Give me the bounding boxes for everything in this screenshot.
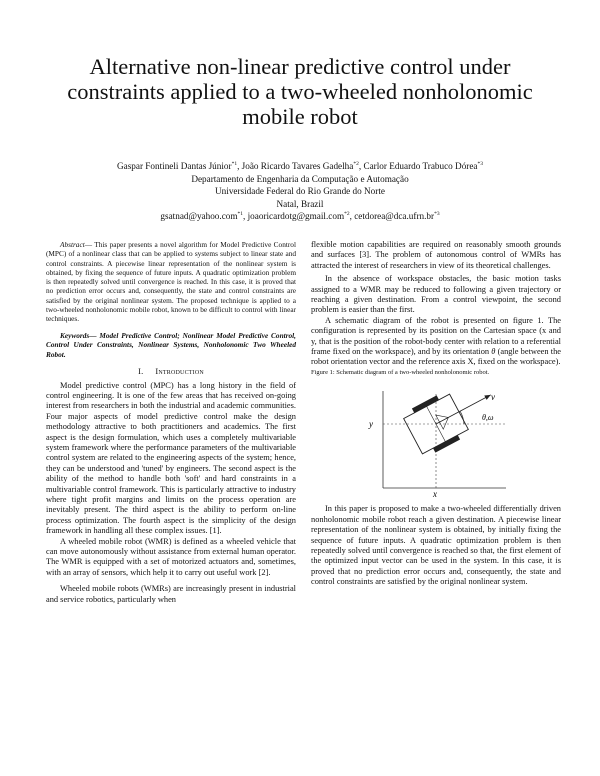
section-title: Introduction bbox=[155, 367, 204, 377]
email-3-mark: *3 bbox=[434, 211, 440, 217]
left-column bbox=[46, 240, 296, 605]
abstract bbox=[46, 240, 296, 324]
intro-paragraph-3: Wheeled mobile robots (WMRs) are increasingly present in industrial and service robotics, particularly when bbox=[46, 584, 296, 604]
figure-caption: Figure 1: Schematic diagram of a two-wheeled nonholonomic robot. bbox=[311, 368, 490, 376]
intro-paragraph-2: A wheeled mobile robot (WMR) is defined as a wheeled vehicle that can move autonomously without assistance from external human operator. The WMR is equipped with a set of motorized actuators and, sometimes, with an array of sensors, which help it to carry out useful work [2]. bbox=[46, 536, 296, 577]
author-city: Natal, Brazil bbox=[276, 198, 324, 209]
author-department: Departamento de Engenharia da Computação e Automação bbox=[191, 173, 409, 184]
paragraph-continued: flexible motion capabilities are required on reasonably smooth grounds and surfaces [3]. The problem of autonomous control of WMRs has attracted the interest of researchers in view of its theoretical challenges. bbox=[311, 240, 561, 270]
author-1: Gaspar Fontineli Dantas Júnior bbox=[116, 161, 232, 171]
author-separator-2: , bbox=[358, 161, 364, 171]
author-2: João Ricardo Tavares Gadelha bbox=[241, 161, 354, 171]
paper-title: Alternative non-linear predictive control under constraints applied to a two-wheeled nonholonomic mobile robot bbox=[67, 54, 533, 129]
v-label: v bbox=[491, 392, 495, 403]
intro-paragraph-1: Model predictive control (MPC) has a long history in the field of control engineering. It is one of the few areas that has received on-going interest from researchers in both the industrial and academic communities. Four major aspects of model predictive control make the design methodology attractive to both practitioners and academics. The first aspect is the design formulation, which uses a completely multivariable system framework where the performance parameters of the multivariable control system are related to the engineering aspects of the system; hence, they can be understood and 'tuned' by engineers. The second aspect is the ability of the method to handle both 'soft' and hard constraints in a multivariable control framework. This is particularly attractive to industry where tight profit margins and limits on the process operation are inevitably present. The third aspect is the ability to perform on-line process optimization. The fourth aspect is the simplicity of the design framework in handling all these complex issues. [1]. bbox=[46, 380, 296, 536]
abstract-text: This paper presents a novel algorithm for Model Predictive Control (MPC) of a nonlinear class that can be applied to systems subject to linear state and control constraints. A piecewise linear representation of the nonlinear system is obtained, by fixing the sequence of future inputs. A quadratic optimization problem is then repeatedly solved until convergence is reached. In this case, it is proved that no prediction error occurs and, consequently, the state and control constraints are satisfied by the original nonlinear system. The proposed technique is applied to a two-wheeled nonholonomic mobile robot, known to be difficult to control with linear techniques. bbox=[46, 240, 296, 324]
paragraph-obstacles: In the absence of workspace obstacles, the basic motion tasks assigned to a WMR may be reduced to following a given trajectory or reaching a given destination. From a control viewpoint, the second problem is easier than the first. bbox=[311, 274, 561, 315]
email-2: joaoricardotg@gmail.com bbox=[247, 211, 345, 221]
abstract-dash: — bbox=[84, 240, 95, 249]
robot-body-group bbox=[401, 386, 502, 458]
right-wheel bbox=[433, 435, 460, 453]
keywords: Keywords— Model Predictive Control; Nonlinear Model Predictive Control, Control Under Constraints, Nonlinear Systems, Nonholonomic Two Wheeled Robot. bbox=[46, 330, 296, 359]
schematic-text-b: (angle between the robot orientation vector and the reference axis X, fixed on the workspace). bbox=[311, 347, 561, 367]
author-block bbox=[40, 160, 560, 223]
email-separator-2: , bbox=[349, 211, 355, 221]
robot-schematic-diagram bbox=[356, 386, 516, 498]
x-label: x bbox=[433, 489, 437, 499]
paragraph-schematic bbox=[311, 316, 561, 368]
theta-symbol: θ bbox=[491, 347, 496, 357]
email-2-mark: *2 bbox=[344, 211, 350, 217]
section-heading-introduction bbox=[46, 367, 296, 377]
left-wheel bbox=[412, 396, 439, 414]
author-emails bbox=[40, 210, 560, 223]
schematic-text-a: A schematic diagram of the robot is presented on figure 1. The configuration is represented by its position on the Cartesian space (x and y, that is the position of the robot-body center with relation to a referential frame fixed on the workspace), and by its orientation bbox=[311, 315, 561, 357]
author-2-mark: *2 bbox=[353, 161, 359, 167]
email-3: cetdorea@dca.ufrn.br bbox=[354, 211, 435, 221]
paragraph-proposal: In this paper is proposed to make a two-wheeled differentially driven nonholonomic mobile robot reach a given destination. A piecewise linear representation of the nonlinear system is obtained, by initially fixing the sequence of future inputs. A quadratic optimization problem is then repeatedly solved until convergence is reached so that, the first element of the optimized input vector can be used in the system. In this case, it is proved that no prediction error occurs and, consequently, the state and control constraints are satisfied by the original nonlinear system. bbox=[311, 504, 561, 587]
email-1-mark: *1 bbox=[237, 211, 244, 217]
author-university: Universidade Federal do Rio Grande do Norte bbox=[215, 186, 385, 196]
author-3: Carlor Eduardo Trabuco Dórea bbox=[363, 161, 478, 171]
email-separator-1: , bbox=[243, 211, 248, 221]
y-label: y bbox=[369, 419, 373, 430]
theta-omega-label: θ,ω bbox=[482, 413, 494, 423]
author-names bbox=[40, 160, 560, 173]
section-number: I. bbox=[138, 367, 144, 377]
author-1-mark: *1 bbox=[231, 161, 238, 167]
author-separator-1: , bbox=[237, 161, 242, 171]
right-column bbox=[311, 240, 561, 588]
email-1: gsatnad@yahoo.com bbox=[160, 211, 238, 221]
abstract-label: Abstract bbox=[60, 240, 85, 249]
author-3-mark: *3 bbox=[477, 161, 484, 167]
